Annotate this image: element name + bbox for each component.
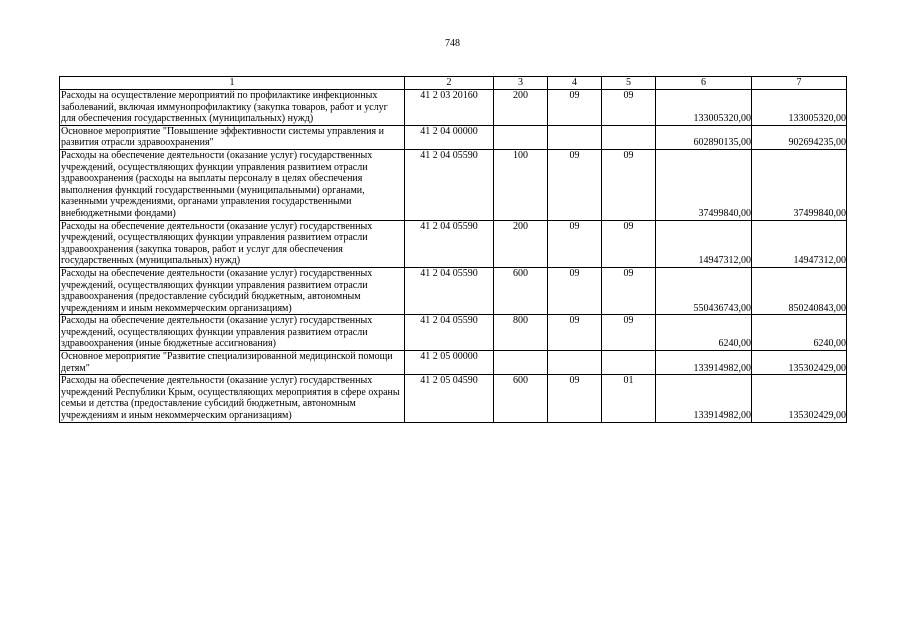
amount-col7: 37499840,00 bbox=[752, 149, 847, 220]
subsection-code: 09 bbox=[602, 267, 656, 314]
header-cell: 1 bbox=[60, 77, 405, 90]
amount-col7: 135302429,00 bbox=[752, 351, 847, 375]
expense-name: Расходы на осуществление мероприятий по профилактике инфекционных заболеваний, включая иммунопрофилактику (закупка товаров, работ и услуг для обеспечения государственных (муниципальных) нужд) bbox=[60, 90, 405, 126]
target-code: 41 2 05 00000 bbox=[405, 351, 494, 375]
table-row bbox=[60, 149, 847, 220]
header-cell: 3 bbox=[494, 77, 548, 90]
table-row bbox=[60, 125, 847, 149]
header-cell: 4 bbox=[548, 77, 602, 90]
expense-type-code: 800 bbox=[494, 315, 548, 351]
expense-type-code bbox=[494, 125, 548, 149]
expense-type-code: 100 bbox=[494, 149, 548, 220]
subsection-code: 09 bbox=[602, 315, 656, 351]
amount-col7: 135302429,00 bbox=[752, 375, 847, 422]
expense-name: Расходы на обеспечение деятельности (оказание услуг) государственных учреждений, осуществляющих функции управления развитием отрасли здравоохранения (предоставление субсидий бюджетным, автономным учреждениям и иным некоммерческим организациям) bbox=[60, 267, 405, 314]
header-cell: 6 bbox=[656, 77, 752, 90]
amount-col6: 37499840,00 bbox=[656, 149, 752, 220]
section-code bbox=[548, 351, 602, 375]
expense-name: Расходы на обеспечение деятельности (оказание услуг) государственных учреждений, осуществляющих функции управления развитием отрасли здравоохранения (иные бюджетные ассигнования) bbox=[60, 315, 405, 351]
amount-col7: 6240,00 bbox=[752, 315, 847, 351]
amount-col7: 902694235,00 bbox=[752, 125, 847, 149]
target-code: 41 2 04 05590 bbox=[405, 220, 494, 267]
amount-col6: 6240,00 bbox=[656, 315, 752, 351]
header-row bbox=[60, 77, 847, 90]
section-code: 09 bbox=[548, 220, 602, 267]
expense-type-code: 600 bbox=[494, 375, 548, 422]
amount-col6: 550436743,00 bbox=[656, 267, 752, 314]
amount-col7: 14947312,00 bbox=[752, 220, 847, 267]
table-row bbox=[60, 351, 847, 375]
subsection-code bbox=[602, 125, 656, 149]
expense-name: Расходы на обеспечение деятельности (оказание услуг) государственных учреждений, осуществляющих функции управления развитием отрасли здравоохранения (закупка товаров, работ и услуг для обеспечения государственных (муниципальных) нужд) bbox=[60, 220, 405, 267]
expense-type-code: 200 bbox=[494, 90, 548, 126]
header-cell: 2 bbox=[405, 77, 494, 90]
amount-col7: 133005320,00 bbox=[752, 90, 847, 126]
table-row bbox=[60, 315, 847, 351]
section-code: 09 bbox=[548, 149, 602, 220]
subsection-code: 09 bbox=[602, 90, 656, 126]
section-code: 09 bbox=[548, 267, 602, 314]
header-cell: 7 bbox=[752, 77, 847, 90]
expense-type-code: 200 bbox=[494, 220, 548, 267]
expense-name: Расходы на обеспечение деятельности (оказание услуг) государственных учреждений, осуществляющих функции управления развитием отрасли здравоохранения (расходы на выплаты персоналу в целях обеспечения выполнения функций государственными (муниципальными) органами, казенными учреждениями, органами управления государственными внебюджетными фондами) bbox=[60, 149, 405, 220]
section-code bbox=[548, 125, 602, 149]
subsection-code: 01 bbox=[602, 375, 656, 422]
amount-col6: 133914982,00 bbox=[656, 375, 752, 422]
expense-type-code bbox=[494, 351, 548, 375]
amount-col6: 602890135,00 bbox=[656, 125, 752, 149]
budget-table bbox=[59, 76, 847, 423]
section-code: 09 bbox=[548, 315, 602, 351]
page-number: 748 bbox=[445, 38, 460, 49]
table-row bbox=[60, 220, 847, 267]
table-row bbox=[60, 375, 847, 422]
target-code: 41 2 05 04590 bbox=[405, 375, 494, 422]
subsection-code: 09 bbox=[602, 220, 656, 267]
target-code: 41 2 04 05590 bbox=[405, 315, 494, 351]
expense-type-code: 600 bbox=[494, 267, 548, 314]
expense-name: Основное мероприятие "Повышение эффективности системы управления и развития отрасли здравоохранения" bbox=[60, 125, 405, 149]
section-code: 09 bbox=[548, 375, 602, 422]
header-cell: 5 bbox=[602, 77, 656, 90]
target-code: 41 2 04 05590 bbox=[405, 149, 494, 220]
subsection-code: 09 bbox=[602, 149, 656, 220]
section-code: 09 bbox=[548, 90, 602, 126]
table-row bbox=[60, 267, 847, 314]
subsection-code bbox=[602, 351, 656, 375]
table-row bbox=[60, 90, 847, 126]
amount-col7: 850240843,00 bbox=[752, 267, 847, 314]
amount-col6: 14947312,00 bbox=[656, 220, 752, 267]
target-code: 41 2 04 00000 bbox=[405, 125, 494, 149]
target-code: 41 2 04 05590 bbox=[405, 267, 494, 314]
amount-col6: 133914982,00 bbox=[656, 351, 752, 375]
amount-col6: 133005320,00 bbox=[656, 90, 752, 126]
expense-name: Основное мероприятие "Развитие специализированной медицинской помощи детям" bbox=[60, 351, 405, 375]
expense-name: Расходы на обеспечение деятельности (оказание услуг) государственных учреждений Республики Крым, осуществляющих мероприятия в сфере охраны семьи и детства (предоставление субсидий бюджетным, автономным учреждениям и иным некоммерческим организациям) bbox=[60, 375, 405, 422]
target-code: 41 2 03 20160 bbox=[405, 90, 494, 126]
